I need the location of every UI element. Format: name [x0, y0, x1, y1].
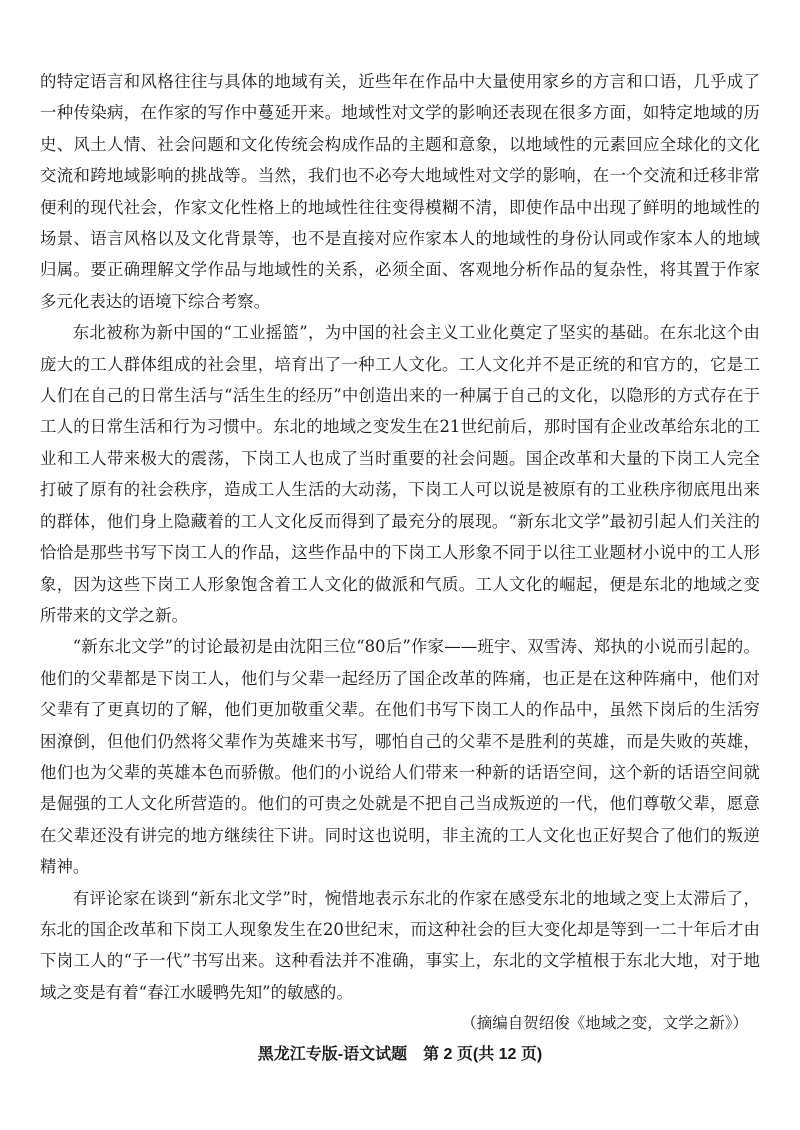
source-citation: （摘编自贺绍俊《地域之变，文学之新》） [461, 1014, 748, 1032]
paragraph-4: 有评论家在谈到“新东北文学”时，惋惜地表示东北的作家在感受东北的地域之变上太滞后了，东北的国企改革和下岗工人现象发生在20世纪末，而这种社会的巨大变化却是等到一二十年后才由下岗工人的“子一代”书写出来。这种看法并不准确，事实上，东北的文学植根于东北大地，对于地域之变是有着“春江水暖鸭先知”的敏感的。 [40, 888, 760, 1002]
paragraph-3: “新东北文学”的讨论最初是由沈阳三位“80后”作家——班宇、双雪涛、郑执的小说而引起的。他们的父辈都是下岗工人，他们与父辈一起经历了国企改革的阵痛，也正是在这种阵痛中，他们对父辈有了更真切的了解，他们更加敬重父辈。在他们书写下岗工人的作品中，虽然下岗后的生活穷困潦倒，但他们仍然将父辈作为英雄来书写，哪怕自己的父辈不是胜利的英雄，而是失败的英雄，他们也为父辈的英雄本色而骄傲。他们的小说给人们带来一种新的话语空间，这个新的话语空间就是倔强的工人文化所营造的。他们的可贵之处就是不把自己当成叛逆的一代，他们尊敬父辈，愿意在父辈还没有讲完的地方继续往下讲。同时这也说明，非主流的工人文化也正好契合了他们的叛逆精神。 [40, 637, 760, 877]
page-footer: 黑龙江专版-语文试题 第 2 页(共 12 页) [257, 1046, 543, 1063]
paragraph-2: 东北被称为新中国的“工业摇篮”，为中国的社会主义工业化奠定了坚实的基础。在东北这个由庞大的工人群体组成的社会里，培育出了一种工人文化。工人文化并不是正统的和官方的，它是工人们在自己的日常生活与“活生生的经历”中创造出来的一种属于自己的文化，以隐形的方式存在于工人的日常生活和行为习惯中。东北的地域之变发生在21世纪前后，那时国有企业改革给东北的工业和工人带来极大的震荡，下岗工人也成了当时重要的社会问题。国企改革和大量的下岗工人完全打破了原有的社会秩序，造成工人生活的大动荡，下岗工人可以说是被原有的工业秩序彻底甩出来的群体，他们身上隐藏着的工人文化反而得到了最充分的展现。“新东北文学”最初引起人们关注的恰恰是那些书写下岗工人的作品，这些作品中的下岗工人形象不同于以往工业题材小说中的工人形象，因为这些下岗工人形象饱含着工人文化的做派和气质。工人文化的崛起，便是东北的地域之变所带来的文学之新。 [40, 323, 760, 625]
reading-passage [40, 66, 760, 1008]
paragraph-1: 的特定语言和风格往往与具体的地域有关，近些年在作品中大量使用家乡的方言和口语，几乎成了一种传染病，在作家的写作中蔓延开来。地域性对文学的影响还表现在很多方面，如特定地域的历史、风土人情、社会问题和文化传统会构成作品的主题和意象，以地域性的元素回应全球化的文化交流和跨地域影响的挑战等。当然，我们也不必夸大地域性对文学的影响，在一个交流和迁移非常便利的现代社会，作家文化性格上的地域性往往变得模糊不清，即使作品中出现了鲜明的地域性的场景、语言风格以及文化背景等，也不是直接对应作家本人的地域性的身份认同或作家本人的地域归属。要正确理解文学作品与地域性的关系，必须全面、客观地分析作品的复杂性，将其置于作家多元化表达的语境下综合考察。 [40, 72, 760, 311]
